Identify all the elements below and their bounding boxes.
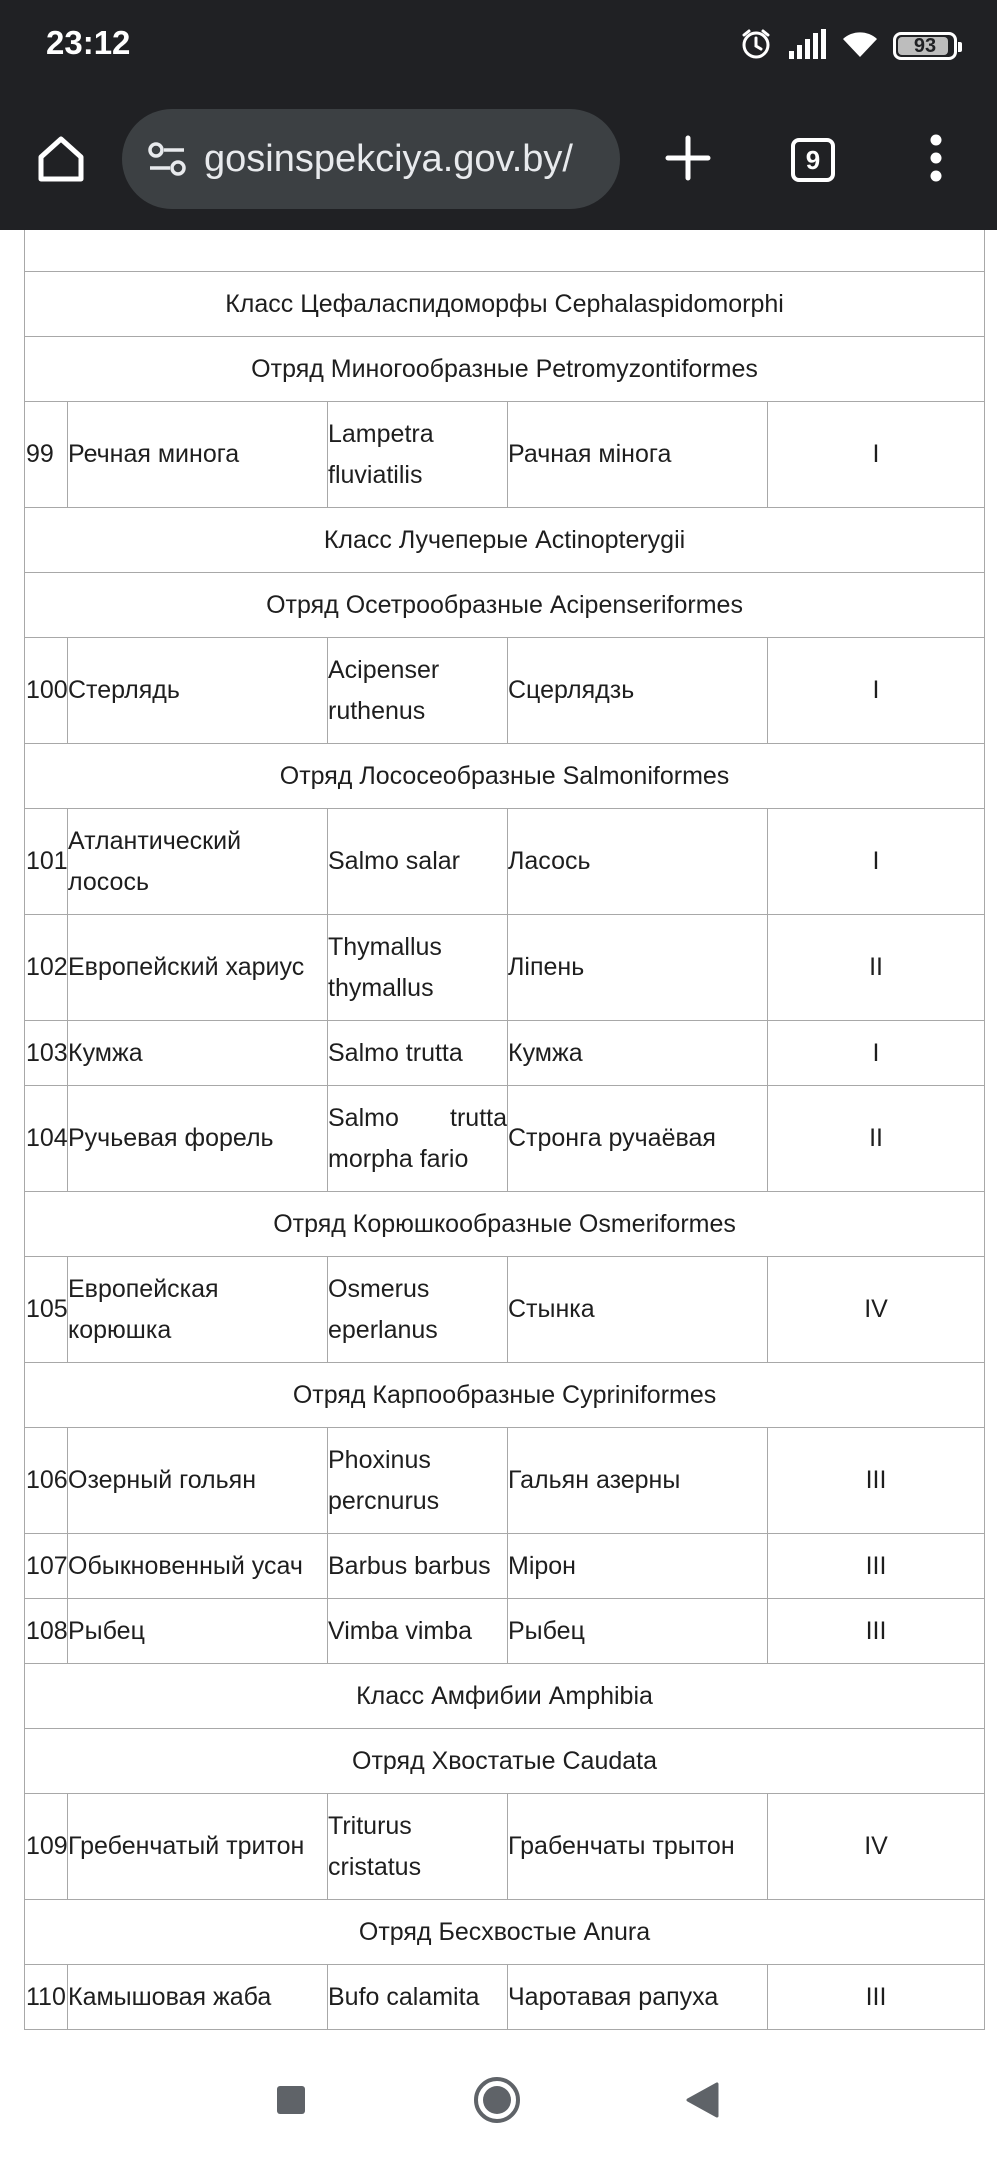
table-row <box>25 1428 985 1534</box>
status-icons <box>739 26 957 66</box>
table-group-header <box>25 272 985 337</box>
table-group-header <box>25 1363 985 1428</box>
species-name-latin: Acipenser ruthenus <box>328 638 508 744</box>
table-group-header <box>25 1729 985 1794</box>
species-name-latin: Triturus cristatus <box>328 1794 508 1900</box>
species-name-by: Рачная мінога <box>508 402 768 508</box>
signal-icon <box>787 29 827 64</box>
group-header-text: Отряд Лососеобразные Salmoniformes <box>25 744 985 809</box>
back-button[interactable] <box>672 2070 732 2130</box>
species-name-ru: Атлантический лосось <box>68 809 328 915</box>
species-name-by: Рыбец <box>508 1599 768 1664</box>
status-bar <box>0 0 997 90</box>
species-number: 102 <box>25 915 68 1021</box>
blank-cell <box>25 230 985 272</box>
table-row <box>25 1086 985 1192</box>
group-header-text: Отряд Бесхвостые Anura <box>25 1900 985 1965</box>
species-name-latin: Osmerus eperlanus <box>328 1257 508 1363</box>
species-name-ru: Озерный гольян <box>68 1428 328 1534</box>
plus-icon <box>665 135 711 181</box>
species-name-ru: Кумжа <box>68 1021 328 1086</box>
species-name-ru: Камышовая жаба <box>68 1965 328 2030</box>
species-category: IV <box>768 1794 985 1900</box>
species-name-ru: Европейский хариус <box>68 915 328 1021</box>
table-row <box>25 1257 985 1363</box>
alarm-icon <box>739 27 773 66</box>
species-number: 110 <box>25 1965 68 2030</box>
table-row <box>25 809 985 915</box>
species-name-latin: Barbus barbus <box>328 1534 508 1599</box>
species-name-latin: Salmo trutta <box>328 1021 508 1086</box>
species-category: III <box>768 1534 985 1599</box>
species-category: III <box>768 1965 985 2030</box>
species-name-ru: Стерлядь <box>68 638 328 744</box>
table-row <box>25 1534 985 1599</box>
species-name-by: Ласось <box>508 809 768 915</box>
table-group-header <box>25 1192 985 1257</box>
species-name-by: Стынка <box>508 1257 768 1363</box>
menu-button[interactable] <box>906 125 966 191</box>
table-group-header <box>25 1664 985 1729</box>
table-row <box>25 638 985 744</box>
group-header-text: Отряд Корюшкообразные Osmeriformes <box>25 1192 985 1257</box>
species-number: 101 <box>25 809 68 915</box>
table-group-header <box>25 1900 985 1965</box>
status-time: 23:12 <box>46 24 131 61</box>
species-name-latin: Salmo trutta morpha fario <box>328 1086 508 1192</box>
battery-level: 93 <box>913 34 937 57</box>
table-row <box>25 1965 985 2030</box>
page-content[interactable] <box>0 230 997 2040</box>
species-name-ru: Гребенчатый тритон <box>68 1794 328 1900</box>
species-name-by: Сцерлядзь <box>508 638 768 744</box>
home-button[interactable] <box>30 128 92 190</box>
triangle-back-icon <box>684 2081 720 2119</box>
species-name-latin: Bufo calamita <box>328 1965 508 2030</box>
species-name-latin: Salmo salar <box>328 809 508 915</box>
table-group-header <box>25 744 985 809</box>
species-table <box>24 230 985 2030</box>
more-vert-icon <box>929 133 943 183</box>
species-number: 100 <box>25 638 68 744</box>
species-number: 99 <box>25 402 68 508</box>
species-number: 109 <box>25 1794 68 1900</box>
species-name-latin: Vimba vimba <box>328 1599 508 1664</box>
species-category: II <box>768 915 985 1021</box>
circle-icon <box>472 2075 522 2125</box>
species-name-by: Кумжа <box>508 1021 768 1086</box>
species-name-by: Мірон <box>508 1534 768 1599</box>
table-row <box>25 915 985 1021</box>
species-name-ru: Европейская корюшка <box>68 1257 328 1363</box>
home-nav-button[interactable] <box>467 2070 527 2130</box>
species-name-latin: Thymallus thymallus <box>328 915 508 1021</box>
species-number: 108 <box>25 1599 68 1664</box>
species-name-ru: Рыбец <box>68 1599 328 1664</box>
table-row <box>25 1021 985 1086</box>
wifi-icon <box>841 29 879 64</box>
species-name-ru: Обыкновенный усач <box>68 1534 328 1599</box>
home-icon <box>35 133 87 185</box>
species-category: III <box>768 1428 985 1534</box>
species-name-latin: Phoxinus percnurus <box>328 1428 508 1534</box>
browser-toolbar <box>0 95 997 225</box>
table-group-header <box>25 573 985 638</box>
group-header-text: Отряд Хвостатые Caudata <box>25 1729 985 1794</box>
system-nav-bar <box>0 2040 997 2160</box>
square-icon <box>276 2085 306 2115</box>
species-category: I <box>768 809 985 915</box>
species-category: I <box>768 1021 985 1086</box>
species-name-by: Гальян азерны <box>508 1428 768 1534</box>
species-number: 103 <box>25 1021 68 1086</box>
species-number: 105 <box>25 1257 68 1363</box>
species-category: III <box>768 1599 985 1664</box>
address-bar[interactable] <box>122 109 620 209</box>
new-tab-button[interactable] <box>655 125 721 191</box>
group-header-text: Класс Амфибии Amphibia <box>25 1664 985 1729</box>
browser-top-bar <box>0 0 997 230</box>
species-number: 106 <box>25 1428 68 1534</box>
table-group-header <box>25 508 985 573</box>
group-header-text: Класс Цефаласпидоморфы Cephalaspidomorphi <box>25 272 985 337</box>
species-name-by: Чаротавая рапуха <box>508 1965 768 2030</box>
table-group-header <box>25 337 985 402</box>
table-row <box>25 1599 985 1664</box>
group-header-text: Отряд Карпообразные Cypriniformes <box>25 1363 985 1428</box>
group-header-text: Класс Лучеперые Actinopterygii <box>25 508 985 573</box>
species-name-latin: Lampetra fluviatilis <box>328 402 508 508</box>
species-category: I <box>768 402 985 508</box>
table-row-blank <box>25 230 985 272</box>
tab-switcher-button[interactable] <box>780 127 846 193</box>
site-settings-icon[interactable] <box>144 136 190 182</box>
table-row <box>25 402 985 508</box>
url-text[interactable]: gosinspekciya.gov.by/ <box>204 137 573 180</box>
table-row <box>25 1794 985 1900</box>
species-number: 107 <box>25 1534 68 1599</box>
species-name-by: Грабенчаты трытон <box>508 1794 768 1900</box>
species-name-by: Стронга ручаёвая <box>508 1086 768 1192</box>
species-number: 104 <box>25 1086 68 1192</box>
battery-icon <box>893 32 957 60</box>
group-header-text: Отряд Осетрообразные Acipenseriformes <box>25 573 985 638</box>
species-name-by: Ліпень <box>508 915 768 1021</box>
recents-button[interactable] <box>261 2070 321 2130</box>
group-header-text: Отряд Миногообразные Petromyzontiformes <box>25 337 985 402</box>
species-name-ru: Речная минога <box>68 402 328 508</box>
species-category: IV <box>768 1257 985 1363</box>
tab-count: 9 <box>791 138 835 182</box>
species-category: II <box>768 1086 985 1192</box>
species-name-ru: Ручьевая форель <box>68 1086 328 1192</box>
species-category: I <box>768 638 985 744</box>
